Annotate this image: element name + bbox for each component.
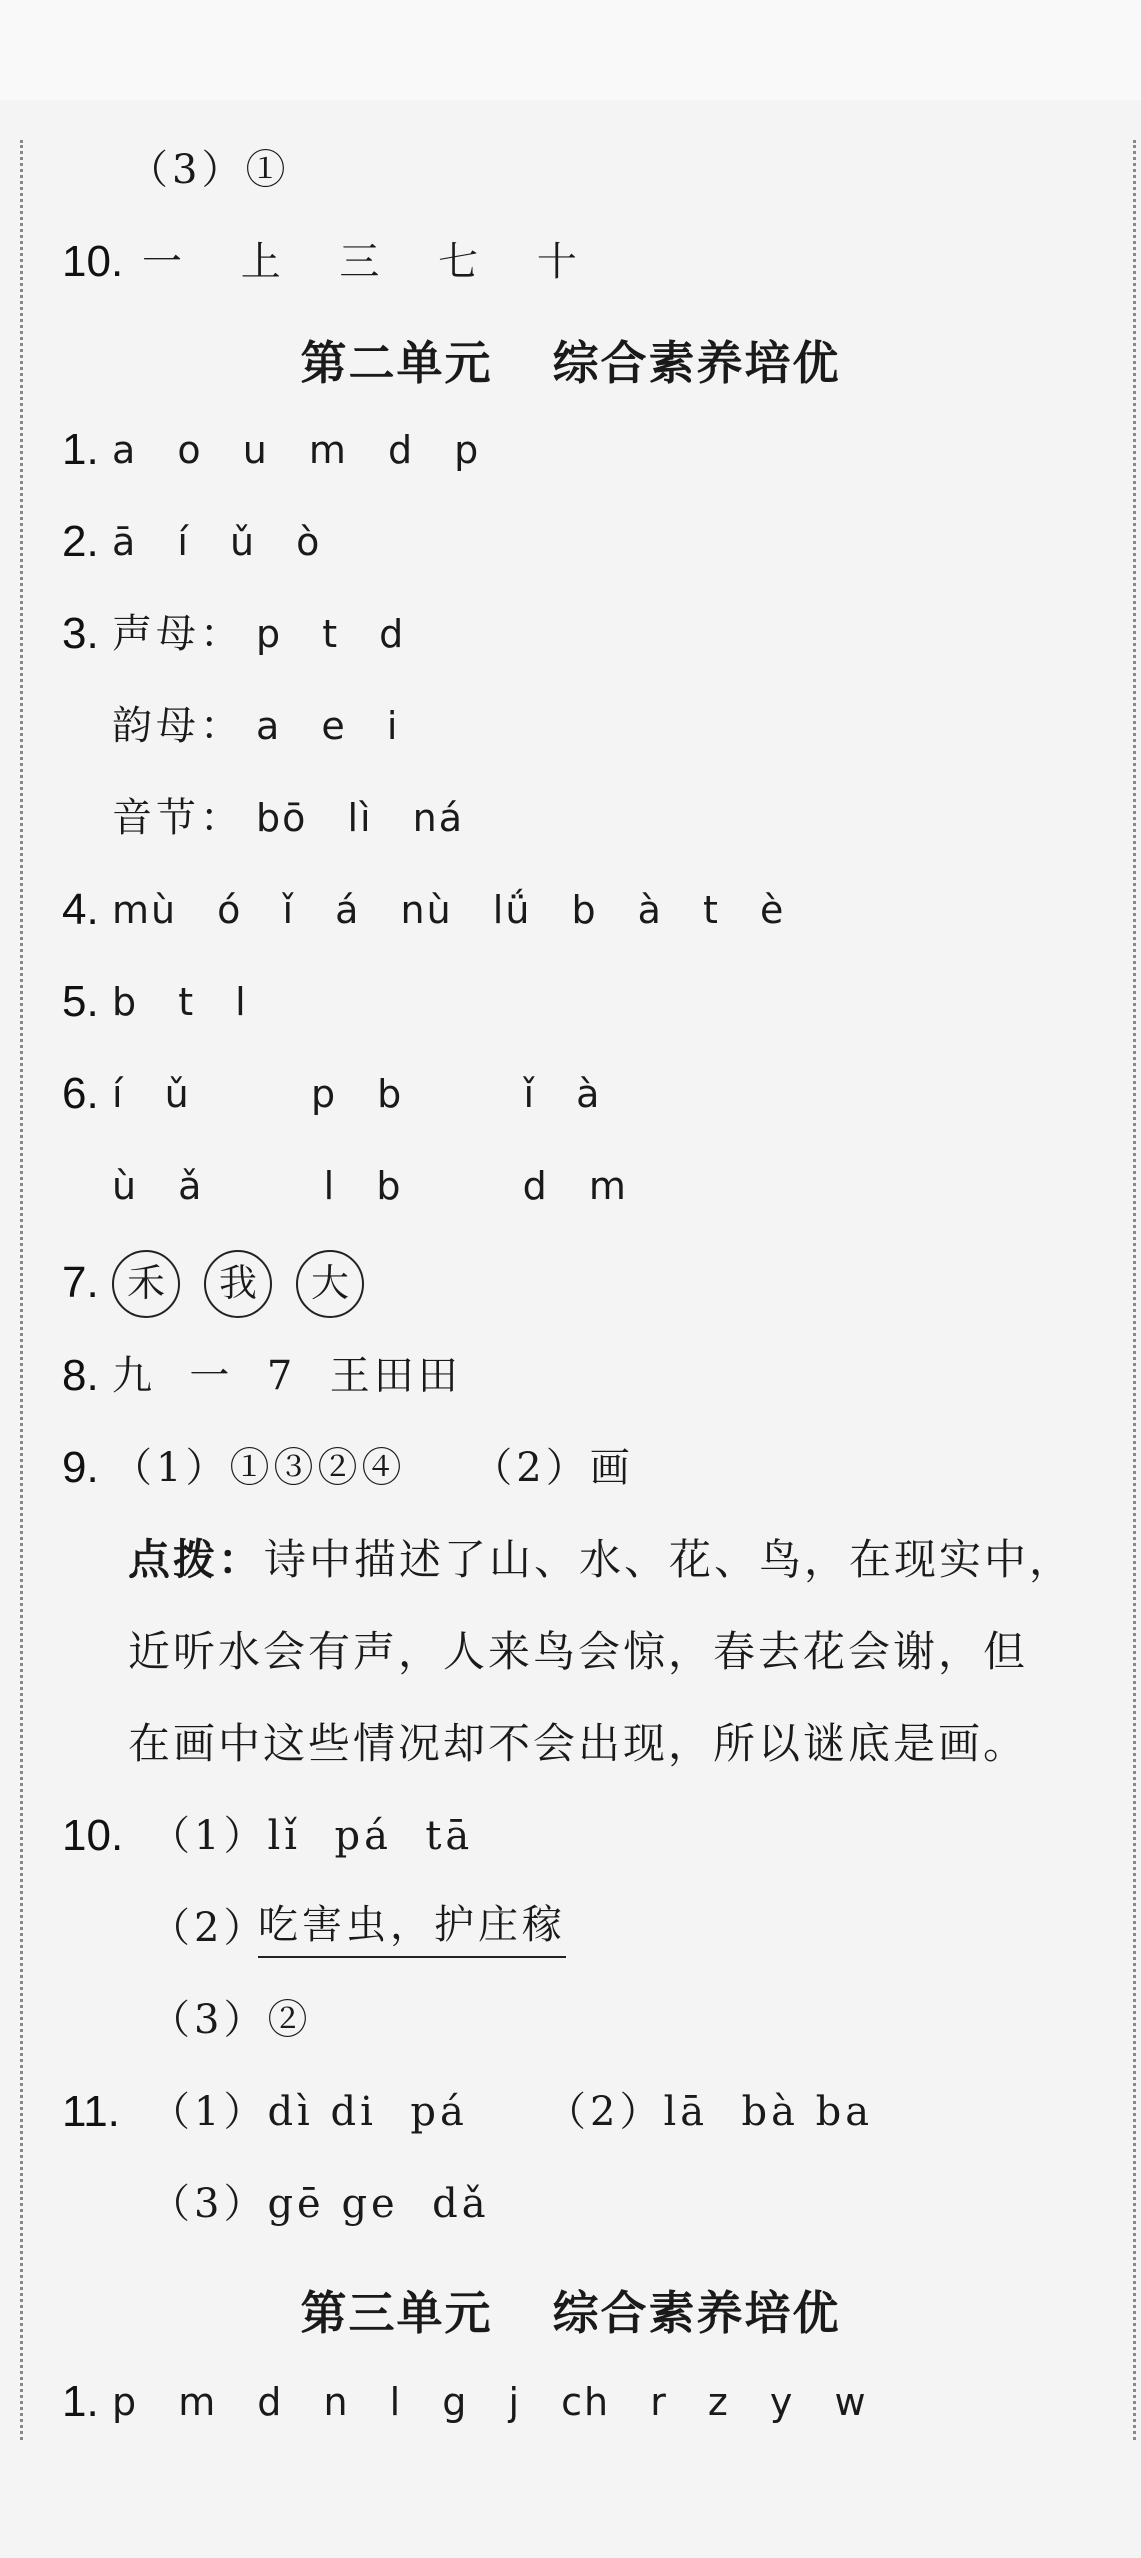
answer-text: bō lì ná <box>256 796 465 840</box>
circled-char: 我 <box>204 1250 272 1318</box>
underlined-answer: 吃害虫，护庄稼 <box>258 1898 566 1958</box>
answer-text: b t l <box>112 980 248 1024</box>
answer-text: （1）①③②④ （2）画 <box>112 1445 634 1491</box>
answer-text: í ǔ p b ǐ à <box>112 1072 602 1116</box>
answer-text: ù ǎ l b d m <box>112 1164 628 1208</box>
answer-text: （1）lǐ pá tā <box>150 1813 474 1859</box>
question-number: 11. <box>62 2087 120 2136</box>
answer-text: a e i <box>256 704 400 748</box>
question-number: 3. <box>62 609 99 658</box>
question-number: 7. <box>62 1258 99 1307</box>
question-number: 8. <box>62 1351 99 1400</box>
heading-part: 第二单元 <box>300 336 493 390</box>
answer-text: （2）lā bà ba <box>546 2089 874 2135</box>
answer-label: 声母： <box>112 611 244 657</box>
circled-char: 禾 <box>112 1250 180 1318</box>
answer-label: 韵母： <box>112 703 244 749</box>
answer-text: p m d n l g j ch r z y w <box>112 2380 868 2424</box>
answer-text: ā í ǔ ò <box>112 520 322 564</box>
answer-text: （3）gē ge dǎ <box>150 2181 490 2227</box>
note-label: 点拨： <box>128 1535 264 1584</box>
note-text: 近听水会有声，人来鸟会惊，春去花会谢，但 <box>128 1627 1029 1676</box>
circled-characters <box>112 1250 388 1318</box>
section-heading <box>0 2280 1141 2346</box>
answer-text: mù ó ǐ á nù lǘ b à t è <box>112 888 786 932</box>
heading-part: 综合素养培优 <box>552 2286 841 2340</box>
question-number: 9. <box>62 1443 99 1492</box>
answer-text: （3）② <box>150 1997 312 2043</box>
answer-text: 一 上 三 七 十 <box>142 239 585 285</box>
answer-label: （2） <box>150 1905 268 1951</box>
left-dotted-border <box>20 140 23 2440</box>
heading-part: 综合素养培优 <box>552 336 841 390</box>
answer-label: 音节： <box>112 795 244 841</box>
heading-part: 第三单元 <box>300 2286 493 2340</box>
question-number: 1. <box>62 425 99 474</box>
circled-char: 大 <box>296 1250 364 1318</box>
question-number: 6. <box>62 1069 99 1118</box>
question-number: 2. <box>62 517 99 566</box>
question-number: 1. <box>62 2377 99 2426</box>
answer-text: （1）dì di pá <box>150 2089 468 2135</box>
answer-text: （3）① <box>128 147 290 193</box>
question-number: 4. <box>62 885 99 934</box>
question-number: 10. <box>62 1811 124 1860</box>
answer-text: 九 一 7 王田田 <box>112 1353 462 1399</box>
right-dotted-border <box>1133 140 1136 2440</box>
section-heading <box>0 330 1141 396</box>
top-margin <box>0 0 1141 100</box>
question-number: 10. <box>62 237 124 286</box>
note-text: 在画中这些情况却不会出现，所以谜底是画。 <box>128 1719 1029 1768</box>
question-number: 5. <box>62 977 99 1026</box>
answer-text: p t d <box>256 612 406 656</box>
note-text: 诗中描述了山、水、花、鸟，在现实中， <box>264 1535 1075 1584</box>
answer-text: a o u m d p <box>112 428 481 472</box>
